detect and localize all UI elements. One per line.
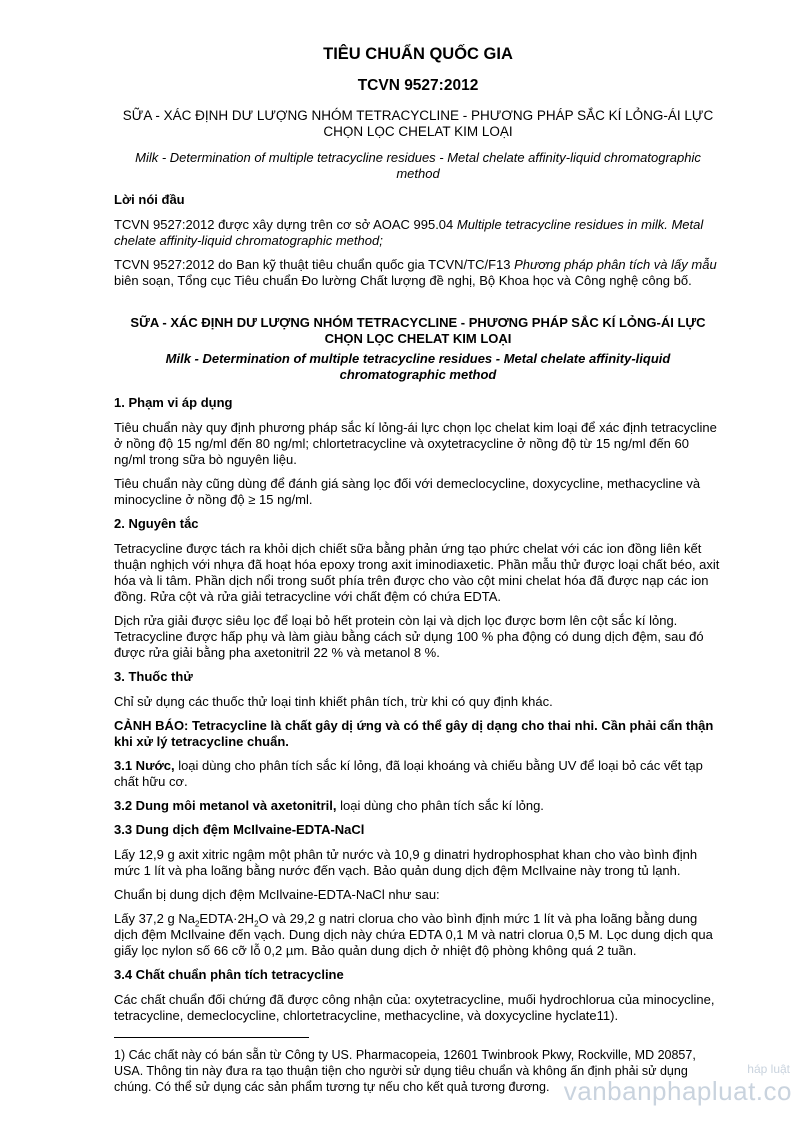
document-title: TIÊU CHUẨN QUỐC GIA [323, 45, 513, 63]
section-3-paragraph-1: Chỉ sử dụng các thuốc thử loại tinh khiết phân tích, trừ khi có quy định khác. [114, 694, 553, 709]
section-2-paragraph-2: Dịch rửa giải được siêu lọc để loại bỏ hết protein còn lại và dịch lọc được bơm lên cột sắc kí lỏng. Tetracycline được hấp phụ và làm giàu bằng cách sử dụng 100 % pha động có dung dịch đệm, sau đó được rửa giải bằng pha axetonitril 22 % và metanol 8 %. [114, 613, 704, 660]
section-3-4-paragraph-1: Các chất chuẩn đối chứng đã được công nhận của: oxytetracycline, muối hydrochlorua của minocycline, tetracycline, demeclocycline, chlortetracycline, methacycline, và doxycycline hyclate11). [114, 992, 715, 1023]
section-3-4-heading: 3.4 Chất chuẩn phân tích tetracycline [114, 967, 344, 982]
section-3-3-heading: 3.3 Dung dịch đệm McIlvaine-EDTA-NaCl [114, 822, 365, 837]
section-3-heading: 3. Thuốc thử [114, 669, 193, 684]
subtitle-en: Milk - Determination of multiple tetracycline residues - Metal chelate affinity-liquid chromatographic method [135, 150, 701, 181]
foreword-paragraph-2: TCVN 9527:2012 do Ban kỹ thuật tiêu chuẩn quốc gia TCVN/TC/F13 Phương pháp phân tích và lấy mẫu biên soạn, Tổng cục Tiêu chuẩn Đo lường Chất lượng đề nghị, Bộ Khoa học và Công nghệ công bố. [114, 257, 717, 288]
document-page [114, 44, 722, 1032]
watermark-text: vanbanphapluat.co [563, 1076, 792, 1106]
section-1-paragraph-2: Tiêu chuẩn này cũng dùng để đánh giá sàng lọc đối với demeclocycline, doxycycline, methacycline và minocycline ở nồng độ ≥ 15 ng/ml. [114, 476, 701, 507]
section-3-2: 3.2 Dung môi metanol và axetonitril, loại dùng cho phân tích sắc kí lỏng. [114, 798, 544, 813]
warning-paragraph: CẢNH BÁO: Tetracycline là chất gây dị ứng và có thể gây dị dạng cho thai nhi. Cần phải cẩn thận khi xử lý tetracycline chuẩn. [114, 718, 714, 749]
footnote: 1) Các chất này có bán sẵn từ Công ty US. Pharmacopeia, 12601 Twinbrook Pkwy, Rockville, MD 20857, USA. Thông tin này đưa ra tạo thuận tiện cho người sử dụng tiêu chuẩn và không ấn định phải sử dụng chúng. Có thể sử dụng các sản phẩm tương tự nếu cho kết quả tương đương. [114, 1048, 696, 1094]
section-2-paragraph-1: Tetracycline được tách ra khỏi dịch chiết sữa bằng phản ứng tạo phức chelat với các ion đồng liên kết thuận nghịch với nhựa đã hoạt hóa epoxy trong axit iminodiaxetic. Phần mẫu thử được loại chất béo, axit hóa và li tâm. Phần dịch nổi trong suốt phía trên được cho vào cột mini chelat hóa đã được nạp các ion đồng. Rửa cột và rửa giải tetracycline với chất đệm có chứa EDTA. [114, 541, 720, 604]
watermark-text-small: háp luật [747, 1062, 790, 1076]
subtitle-vi: SỮA - XÁC ĐỊNH DƯ LƯỢNG NHÓM TETRACYCLINE - PHƯƠNG PHÁP SẮC KÍ LỎNG-ÁI LỰC CHỌN LỌC CHELAT KIM LOẠI [122, 108, 714, 139]
section-3-1: 3.1 Nước, loại dùng cho phân tích sắc kí lỏng, đã loại khoáng và chiếu bằng UV để loại bỏ các vết tạp chất hữu cơ. [114, 758, 703, 789]
section-1-paragraph-1: Tiêu chuẩn này quy định phương pháp sắc kí lỏng-ái lực chọn lọc chelat kim loại để xác định tetracycline ở nồng độ 15 ng/ml đến 80 ng/ml; chlortetracycline và oxytetracycline ở nồng độ từ 15 ng/ml đến 60 ng/ml trong sữa bò nguyên liệu. [114, 420, 717, 467]
section-3-3-paragraph-3: Lấy 37,2 g $Na_2EDTA\cdot 2H_2O$ và 29,2 g natri clorua cho vào bình định mức 1 lít và pha loãng bằng dung dịch đệm McIlvaine đến vạch. Dung dịch này chứa EDTA 0,1 M và natri clorua 0,5 M. Lọc dung dịch qua giấy lọc nylon số 66 cỡ lỗ 0,2 µm. Bảo quản dung dịch ở nhiệt độ phòng không quá 2 tuần. [114, 911, 713, 958]
section-2-heading: 2. Nguyên tắc [114, 516, 199, 531]
foreword-paragraph-1: TCVN 9527:2012 được xây dựng trên cơ sở AOAC 995.04 Multiple tetracycline residues in milk. Metal chelate affinity-liquid chromatographic method; [114, 217, 704, 248]
foreword-heading: Lời nói đầu [114, 192, 185, 207]
standard-code: TCVN 9527:2012 [357, 77, 479, 94]
section-1-heading: 1. Phạm vi áp dụng [114, 395, 233, 410]
section-3-3-paragraph-1: Lấy 12,9 g axit xitric ngậm một phân tử nước và 10,9 g dinatri hydrophosphat khan cho vào bình định mức 1 lít và pha loãng bằng nước đến vạch. Bảo quản dung dịch đệm McIlvaine này trong tủ lạnh. [114, 847, 698, 878]
footnote-divider [114, 1037, 309, 1038]
body-title-en: Milk - Determination of multiple tetracycline residues - Metal chelate affinity-liquid chromatographic method [165, 351, 671, 382]
section-3-3-paragraph-2: Chuẩn bị dung dịch đệm McIlvaine-EDTA-NaCl như sau: [114, 887, 440, 902]
body-title-vi: SỮA - XÁC ĐỊNH DƯ LƯỢNG NHÓM TETRACYCLINE - PHƯƠNG PHÁP SẮC KÍ LỎNG-ÁI LỰC CHỌN LỌC CHELAT KIM LOẠI [130, 315, 706, 346]
